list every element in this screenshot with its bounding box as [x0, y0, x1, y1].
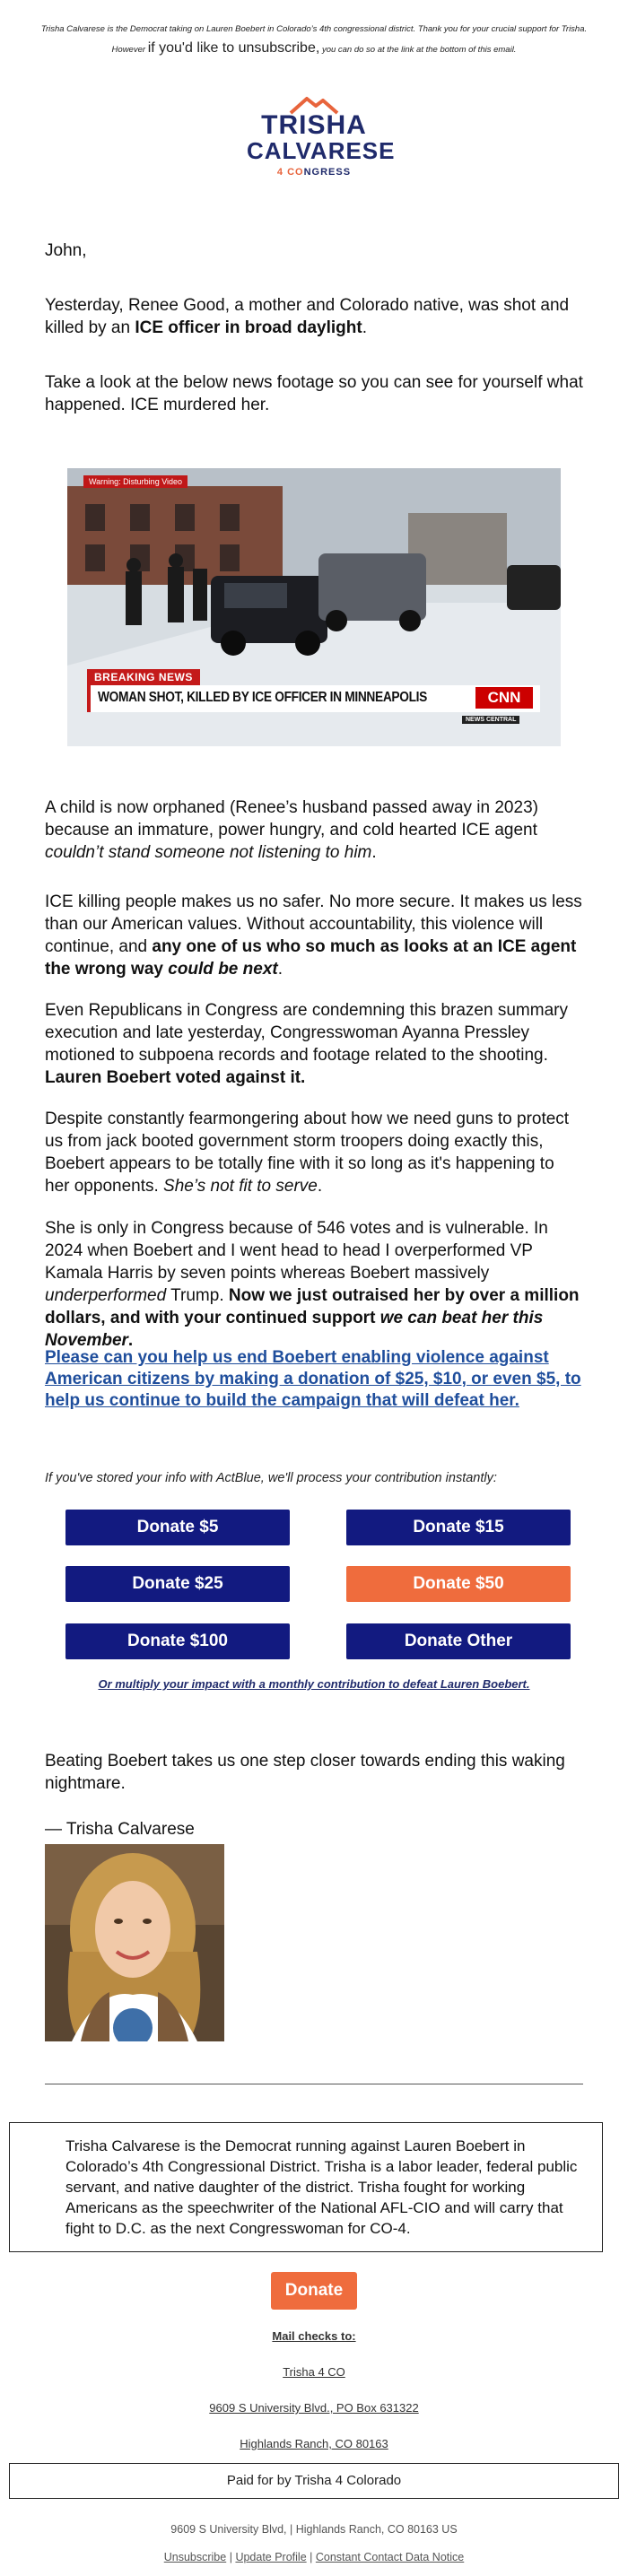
donate-50-button[interactable]: Donate $50: [346, 1566, 571, 1602]
p7-c: Trump.: [166, 1286, 229, 1305]
logo-line-2: CALVARESE: [247, 137, 396, 164]
p3-c: .: [371, 843, 377, 862]
logo-line-3b: NGRESS: [303, 167, 352, 178]
donate-other-button[interactable]: Donate Other: [346, 1623, 571, 1659]
donate-5-button[interactable]: Donate $5: [65, 1510, 290, 1545]
preheader-text-a: Trisha Calvarese is the Democrat taking on Lauren Boebert in Colorado’s 4th congressional district. Thank you for your crucial support for Trisha. However: [40, 24, 588, 55]
paragraph-4: [45, 891, 583, 980]
paragraph-5: [45, 999, 583, 1089]
p1-b: ICE officer in broad daylight: [135, 318, 362, 337]
address-line-2[interactable]: 9609 S University Blvd., PO Box 631322: [209, 2401, 419, 2415]
p4-b: any one of us who so much as looks at an ICE agent the wrong way: [45, 937, 577, 979]
footer-separator-1: |: [229, 2551, 232, 2563]
candidate-photo: [45, 1844, 224, 2041]
address-line-3[interactable]: Highlands Ranch, CO 80163: [240, 2437, 388, 2450]
data-notice-link[interactable]: Constant Contact Data Notice: [315, 2551, 465, 2563]
candidate-bio-box: Trisha Calvarese is the Democrat running against Lauren Boebert in Colorado’s 4th Congressional District. Trisha is a labor leader, federal public servant, and native daughter of the district. Trisha fought for working Americans as the speechwriter of the National AFL-CIO and will carry that fight to D.C. as the next Congresswoman for CO-4.: [9, 2122, 603, 2252]
greeting: John,: [45, 241, 87, 260]
p6-a: Despite constantly fearmongering about how we need guns to protect us from jack booted government storm troopers doing exactly this, Boebert appears to be totally fine with it so long as it's happening to her opponents.: [45, 1110, 570, 1196]
p1-a: Yesterday, Renee Good, a mother and Colorado native, was shot and killed by an: [45, 296, 570, 337]
preheader-text-b: if you'd like to unsubscribe,: [147, 40, 320, 56]
paragraph-2: Take a look at the below news footage so you can see for yourself what happened. ICE murdered her.: [45, 373, 583, 414]
donate-25-button[interactable]: Donate $25: [65, 1566, 290, 1602]
paragraph-6: [45, 1108, 583, 1197]
p3-b: couldn’t stand someone not listening to him: [45, 843, 372, 862]
update-profile-link[interactable]: Update Profile: [235, 2551, 307, 2563]
logo-line-1: TRISHA: [261, 110, 367, 140]
p4-d: .: [277, 960, 283, 979]
p6-b: She’s not fit to serve: [163, 1177, 318, 1196]
p7-d: Now we just outraised her by over a million dollars, and with your continued support: [45, 1286, 580, 1327]
news-headline: WOMAN SHOT, KILLED BY ICE OFFICER IN MINNEAPOLIS: [98, 690, 428, 705]
preheader: [36, 20, 592, 59]
footer-separator-2: |: [310, 2551, 313, 2563]
logo-line-3: [247, 167, 381, 178]
lower-third: [87, 685, 540, 712]
p7-a: She is only in Congress because of 546 votes and is vulnerable. In 2024 when Boebert and I went head to head I overperformed VP Kamala Harris by seven points whereas Boebert massively: [45, 1219, 548, 1283]
footer-address: 9609 S University Blvd, | Highlands Ranch, CO 80163 US: [170, 2523, 458, 2536]
p6-c: .: [317, 1177, 323, 1196]
news-video-thumbnail[interactable]: [67, 468, 561, 746]
closing-paragraph: Beating Boebert takes us one step closer towards ending this waking nightmare.: [45, 1752, 565, 1793]
footer-links: [0, 2551, 628, 2563]
p3-a: A child is now orphaned (Renee’s husband passed away in 2023) because an immature, power hungry, and cold hearted ICE agent: [45, 798, 538, 840]
portrait-illustration: [45, 1844, 224, 2041]
p7-f: .: [127, 1331, 134, 1350]
p4-c: could be next: [168, 960, 278, 979]
preheader-text-c: you can do so at the link at the bottom of this email.: [321, 45, 517, 55]
donate-100-button[interactable]: Donate $100: [65, 1623, 290, 1659]
p1-c: .: [362, 318, 367, 337]
donation-appeal-link[interactable]: Please can you help us end Boebert enabling violence against American citizens by making a donation of $25, $10, or even $5, to help us continue to build the campaign that will defeat her.: [45, 1348, 581, 1410]
p7-b: underperformed: [45, 1286, 167, 1305]
monthly-contribution-link[interactable]: Or multiply your impact with a monthly contribution to defeat Lauren Boebert.: [98, 1677, 530, 1691]
paragraph-3: [45, 796, 583, 864]
cnn-logo-icon: CNN: [475, 687, 533, 709]
paid-for-disclaimer: Paid for by Trisha 4 Colorado: [9, 2463, 619, 2499]
actblue-note: If you've stored your info with ActBlue, we'll process your contribution instantly:: [45, 1471, 497, 1485]
p4-a: ICE killing people makes us no safer. No more secure. It makes us less than our American values. Without accountability, this violence will continue, and: [45, 892, 582, 956]
p5-b: Lauren Boebert voted against it.: [45, 1068, 306, 1087]
p5-a: Even Republicans in Congress are condemning this brazen summary execution and late yesterday, Congresswoman Ayanna Pressley motioned to subpoena records and footage related to the shooting.: [45, 1001, 568, 1065]
mail-checks-heading: Mail checks to:: [272, 2329, 356, 2343]
p7-e: we can beat her this November: [45, 1309, 544, 1350]
campaign-logo: [247, 95, 396, 192]
warning-label: Warning: Disturbing Video: [83, 475, 188, 488]
breaking-news-label: BREAKING NEWS: [87, 669, 200, 685]
news-central-tag: NEWS CENTRAL: [462, 716, 519, 724]
paragraph-7: [45, 1217, 583, 1352]
signature: — Trisha Calvarese: [45, 1820, 195, 1839]
unsubscribe-link[interactable]: Unsubscribe: [163, 2551, 227, 2563]
address-line-1[interactable]: Trisha 4 CO: [283, 2365, 345, 2379]
donate-15-button[interactable]: Donate $15: [346, 1510, 571, 1545]
paragraph-1: [45, 294, 583, 339]
footer-donate-button[interactable]: Donate: [271, 2272, 357, 2310]
logo-line-3a: 4 CO: [276, 167, 304, 178]
